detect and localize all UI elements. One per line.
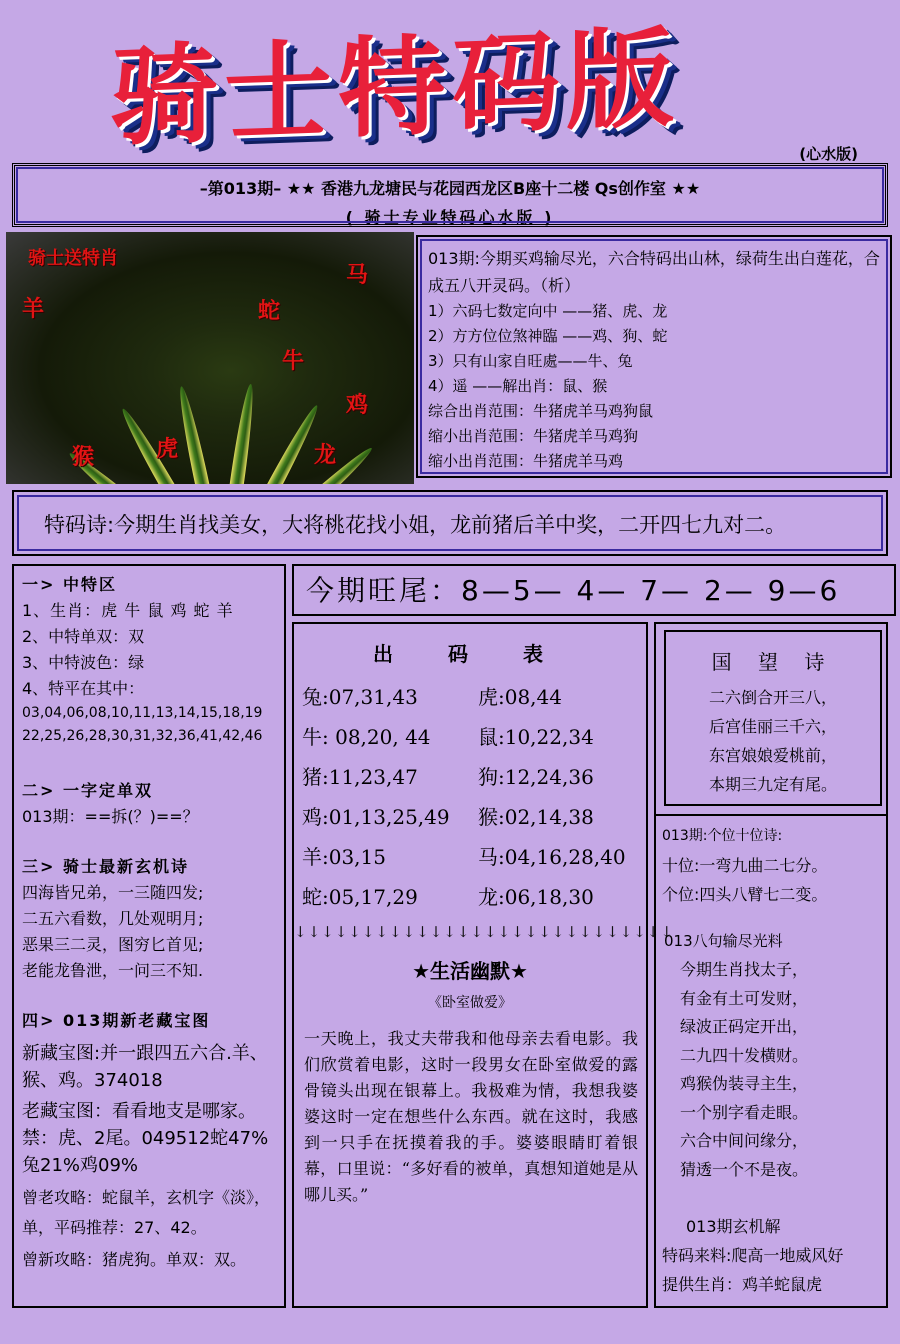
table-title: 出 码 表 (373, 642, 567, 666)
section-line: 1、生肖：虎 牛 鼠 鸡 蛇 羊 (22, 601, 234, 620)
edition-label: (心水版) (799, 145, 858, 163)
section-title: 一> 中特区 (22, 575, 117, 594)
poem-line: 本期三九定有尾。 (708, 775, 837, 794)
number-list: 03,04,06,08,10,11,13,14,15,18,19 (22, 705, 263, 721)
table-row (294, 797, 646, 837)
table-cell: 猪:11,23,47 (302, 765, 418, 789)
page-title: 骑士特码版 (110, 16, 681, 162)
table-cell: 虎:08,44 (478, 685, 562, 709)
analysis-line: 3）只有山家自旺處——牛、兔 (428, 352, 633, 370)
eight-line: 绿波正码定开出， (680, 1017, 809, 1036)
plant-photo (6, 232, 414, 484)
table-cell: 马:04,16,28,40 (478, 845, 626, 869)
table-cell: 鸡:01,13,25,49 (302, 805, 450, 829)
analysis-line: 缩小出肖范围：牛猪虎羊马鸡狗 (428, 427, 639, 445)
poem-line: 二六倒合开三八， (708, 688, 837, 707)
treasure-line: 新藏宝图:并一跟四五六合.羊、猴、鸡。374018 (22, 1043, 268, 1091)
table-cell: 龙:06,18,30 (478, 885, 594, 909)
humor-subtitle: 《卧室做爱》 (428, 995, 512, 1011)
photo-label: 蛇 (258, 299, 281, 324)
humor-text: 一天晚上，我丈夫带我和他母亲去看电影。我们欣赏着电影，这时一段男女在卧室做爱的露骨镜头出现在银幕上。我极难为情，我想我婆婆这时一定在想些什么东西。就在这时，我感到一只手在抚摸着我的手。婆婆眼睛盯着银幕，口里说：“多好看的被单，真想知道她是从哪儿买。” (304, 1029, 638, 1204)
eight-line: 六合中间问缘分， (680, 1131, 809, 1150)
humor-title: ★生活幽默★ (412, 959, 528, 983)
table-row (294, 757, 646, 797)
analysis-line: 综合出肖范围：牛猪虎羊马鸡狗鼠 (428, 402, 654, 420)
riddle-title: 013期玄机解 (686, 1217, 781, 1236)
section-line: 3、中特波色：绿 (22, 653, 145, 672)
number-list: 22,25,26,28,30,31,32,36,41,42,46 (22, 728, 263, 744)
header-box (12, 163, 888, 227)
table-cell: 羊:03,15 (302, 845, 386, 869)
photo-label: 马 (346, 263, 369, 288)
riddle-line: 特码来料:爬高一地威风好 (662, 1246, 844, 1265)
analysis-line: 2）方方位位煞神臨 ——鸡、狗、蛇 (428, 327, 668, 345)
header-line-2: ( 骑士专业特码心水版 ) (345, 208, 555, 227)
guowang-poem-box (664, 630, 882, 806)
photo-label: 羊 (22, 297, 45, 322)
analysis-box (416, 235, 892, 478)
eight-line: 今期生肖找太子， (680, 960, 809, 979)
poem-line: 后宫佳丽三千六， (708, 717, 837, 736)
table-cell: 兔:07,31,43 (302, 685, 418, 709)
eight-lines-title: 013八句输尽光料 (664, 932, 783, 950)
table-row (294, 837, 646, 877)
section-title: 四> 013期新老藏宝图 (22, 1011, 211, 1030)
analysis-line: 缩小出肖范围：牛猪虎羊马鸡 (428, 452, 624, 470)
analysis-line: 4）遥 ——解出肖：鼠、猴 (428, 377, 608, 395)
poem-line: 恶果三二灵，图穷匕首见; (22, 935, 204, 954)
treasure-line: 曾老攻略：蛇鼠羊，玄机字《淡》，单，平码推荐：27、42。 (22, 1188, 271, 1237)
riddle-line: 提供生肖：鸡羊蛇鼠虎 (662, 1275, 823, 1294)
photo-label: 牛 (282, 349, 305, 374)
table-cell: 牛: 08,20, 44 (302, 725, 431, 749)
section-line: 2、中特单双：双 (22, 627, 145, 646)
analysis-line: 1）六码七数定向中 ——猪、虎、龙 (428, 302, 668, 320)
left-column (12, 564, 286, 1308)
analysis-intro: 013期:今期买鸡输尽光，六合特码出山林，绿荷生出白莲花，合成五八开灵码。（析） (428, 249, 880, 295)
digit-poem-line: 个位:四头八臂七二变。 (662, 885, 828, 904)
section-title: 三> 骑士最新玄机诗 (22, 857, 189, 876)
guowang-title: 国 望 诗 (711, 650, 835, 674)
eight-line: 猜透一个不是夜。 (680, 1159, 809, 1179)
special-poem-bar: 特码诗:今期生肖找美女，大将桃花找小姐，龙前猪后羊中奖，二开四七九对二。 (12, 490, 888, 556)
eight-line: 二九四十发横财。 (680, 1045, 809, 1065)
arrow-divider: ↓↓↓↓↓↓↓↓↓↓↓↓↓↓↓↓↓↓↓↓↓↓↓↓↓↓↓↓ (294, 923, 674, 941)
table-row (294, 677, 646, 717)
photo-label: 鸡 (346, 393, 369, 418)
table-cell: 蛇:05,17,29 (302, 885, 418, 909)
photo-label: 猴 (72, 445, 95, 470)
photo-label: 龙 (314, 443, 337, 468)
treasure-line: 曾新攻略：猪虎狗。单双：双。 (22, 1250, 247, 1269)
right-column (654, 622, 888, 1308)
table-cell: 鼠:10,22,34 (478, 725, 594, 749)
table-cell: 猴:02,14,38 (478, 805, 594, 829)
table-cell: 狗:12,24,36 (478, 765, 594, 789)
digit-poem-line: 十位:一弯九曲二七分。 (662, 856, 828, 875)
poem-line: 四海皆兄弟，一三随四发; (22, 883, 204, 902)
poem-line: 东宫娘娘爱桃前， (708, 746, 837, 765)
section-title: 二> 一字定单双 (22, 781, 153, 800)
eight-line: 鸡猴伪装寻主生， (680, 1074, 809, 1093)
section-line: 4、特平在其中： (22, 679, 145, 698)
section-line: 013期：==拆(？)==？ (22, 807, 199, 826)
photo-label: 骑士送特肖 (28, 248, 118, 269)
header-line-1: –第013期– ★★ 香港九龙塘民与花园西龙区B座十二楼 Qs创作室 ★★ (199, 179, 701, 198)
number-table (294, 677, 646, 917)
poem-line: 老能龙鲁泄，一问三不知. (22, 961, 204, 980)
table-row (294, 717, 646, 757)
number-table-box (292, 622, 674, 1308)
photo-label: 虎 (156, 437, 179, 462)
eight-line: 有金有土可发财， (680, 988, 809, 1008)
digit-poem-title: 013期:个位十位诗: (662, 828, 783, 844)
treasure-line: 老藏宝图：看看地支是哪家。禁：虎、2尾。049512蛇47%兔21%鸡09% (22, 1101, 269, 1176)
eight-line: 一个别字看走眼。 (680, 1102, 809, 1122)
lucky-tail-bar: 今期旺尾：8—5— 4— 7— 2— 9—6 (292, 564, 896, 616)
poem-line: 二五六看数，几处观明月; (22, 909, 204, 928)
table-row (294, 877, 646, 917)
